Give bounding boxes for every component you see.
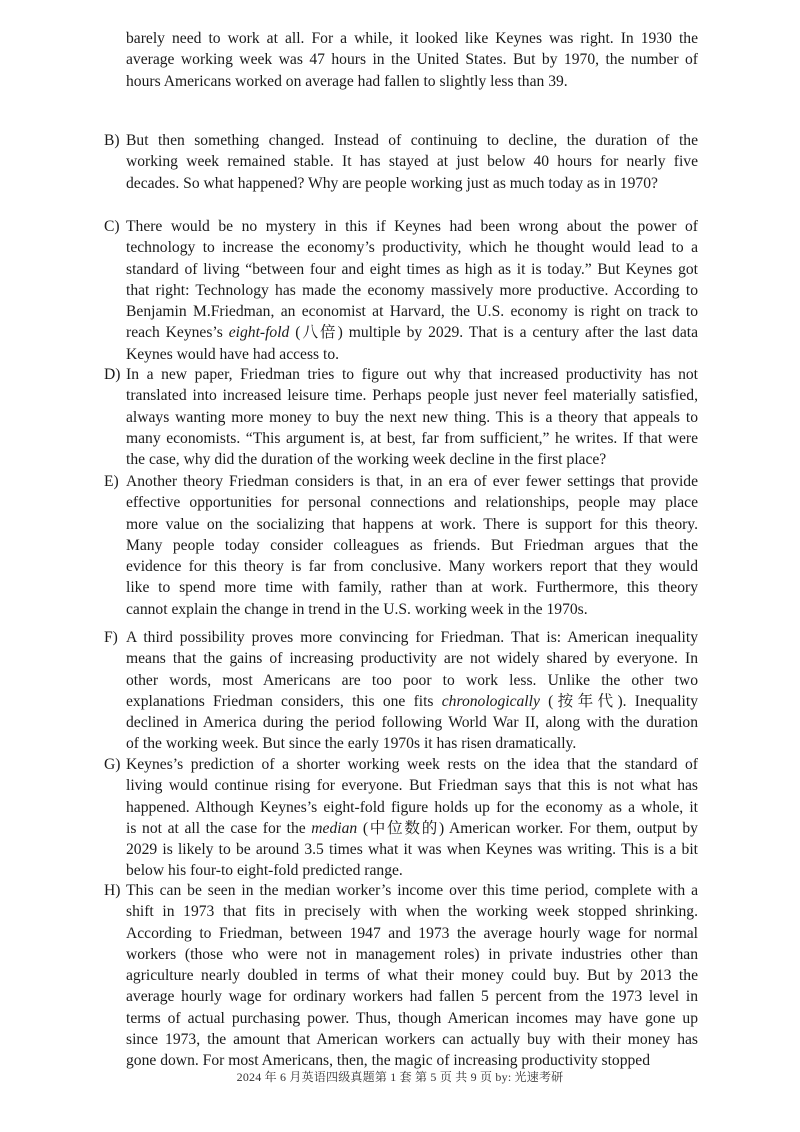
text-segment: (按年代). Inequality bbox=[539, 692, 698, 710]
text-segment: (八倍) multiple by 2029. That is a century after the last data bbox=[289, 324, 698, 342]
paragraph-body bbox=[126, 754, 698, 882]
text-line: Keynes’s prediction of a shorter working week rests on the idea that the standard of bbox=[126, 756, 698, 773]
text-line: the case, why did the duration of the working week decline in the first place? bbox=[126, 451, 607, 469]
paragraph-e bbox=[104, 471, 698, 620]
text-line: effective opportunities for personal connections and relationships, people may place bbox=[126, 494, 698, 512]
text-line: Keynes would have had access to. bbox=[126, 345, 340, 363]
page-footer: 2024 年 6 月英语四级真题第 1 套 第 5 页 共 9 页 by: 光速考研 bbox=[236, 1070, 564, 1084]
paragraph-body bbox=[126, 130, 698, 194]
paragraph-c bbox=[104, 216, 698, 365]
text-line: Benjamin M.Friedman, an economist at Harvard, the U.S. economy is right on track to bbox=[126, 303, 698, 321]
text-line: working week remained stable. It has stayed at just below 40 hours for nearly five bbox=[126, 153, 698, 171]
text-line: According to Friedman, between 1947 and 1973 the average hourly wage for normal bbox=[126, 924, 698, 942]
text-line: Another theory Friedman considers is that, in an era of ever fewer settings that provide bbox=[126, 473, 698, 490]
paragraph-h bbox=[104, 880, 698, 1072]
text-line: living would continue rising for everyone. But Friedman says that this is not what has bbox=[126, 777, 698, 795]
paragraph-body bbox=[126, 364, 698, 470]
text-line: other words, most Americans are too poor to work less. Unlike the other two bbox=[126, 671, 698, 689]
text-line: of the working week. But since the early 1970s it has risen dramatically. bbox=[126, 735, 577, 753]
paragraph-body bbox=[126, 471, 698, 620]
text-line: declined in America during the period following World War II, along with the duration bbox=[126, 714, 698, 732]
paragraph-label: E) bbox=[104, 473, 119, 490]
text-line: happened. Although Keynes’s eight-fold figure holds up for the economy as a whole, it bbox=[126, 798, 698, 816]
text-line: Many people today consider colleagues as friends. But Friedman argues that the bbox=[126, 536, 698, 554]
text-line: shift in 1973 that fits in precisely with when the working week stopped shrinking. bbox=[126, 903, 698, 921]
paragraph-label: D) bbox=[104, 366, 121, 383]
text-line: technology to increase the economy’s productivity, which he thought would lead to a bbox=[126, 239, 698, 257]
text-line bbox=[126, 322, 698, 343]
text-line: below his four-to eight-fold predicted range. bbox=[126, 862, 403, 880]
text-line: terms of actual purchasing power. Thus, though American incomes may have gone up bbox=[126, 1009, 698, 1027]
paragraph-a-continuation bbox=[126, 28, 698, 92]
paragraph-body bbox=[126, 880, 698, 1072]
paragraph-label: G) bbox=[104, 756, 121, 773]
paragraph-body bbox=[126, 627, 698, 755]
text-line: In a new paper, Friedman tries to figure out why that increased productivity has not bbox=[126, 366, 698, 383]
text-line: workers (those who were not in management roles) in private industries other than bbox=[126, 945, 698, 963]
text-line: cannot explain the change in trend in the U.S. working week in the 1970s. bbox=[126, 600, 588, 618]
text-line: always wanting more money to buy the next new thing. This is a theory that appeals to bbox=[126, 408, 698, 426]
italic-term: eight-fold bbox=[228, 324, 290, 342]
text-line: There would be no mystery in this if Keynes had been wrong about the power of bbox=[126, 218, 698, 235]
text-line: average hourly wage for ordinary workers had fallen 5 percent from the 1973 level in bbox=[126, 988, 698, 1006]
text-line: 2029 is likely to be around 3.5 times what it was when Keynes was writing. This is a bit bbox=[126, 841, 698, 859]
text-line: agriculture nearly doubled in terms of what their money could buy. But by 2013 the bbox=[126, 967, 698, 985]
text-line: decades. So what happened? Why are people working just as much today as in 1970? bbox=[126, 174, 658, 192]
text-line: more value on the socializing that happens at work. There is support for this theory. bbox=[126, 515, 698, 533]
italic-term: chronologically bbox=[441, 692, 540, 710]
text-line: standard of living “between four and eight times as high as it is today.” But Keynes got bbox=[126, 260, 698, 278]
text-line: barely need to work at all. For a while, it looked like Keynes was right. In 1930 the bbox=[126, 30, 698, 47]
text-segment: is not at all the case for the bbox=[126, 819, 312, 837]
text-line: average working week was 47 hours in the United States. But by 1970, the number of bbox=[126, 51, 698, 69]
text-line: evidence for this theory is far from conclusive. Many workers report that they would bbox=[126, 558, 698, 576]
paragraph-label: H) bbox=[104, 882, 121, 899]
paragraph-label: F) bbox=[104, 629, 118, 646]
text-line: This can be seen in the median worker’s income over this time period, complete with a bbox=[126, 882, 698, 899]
text-line: hours Americans worked on average had fallen to slightly less than 39. bbox=[126, 72, 568, 90]
text-line: like to spend more time with family, rather than at work. Furthermore, this theory bbox=[126, 579, 698, 597]
text-line: But then something changed. Instead of continuing to decline, the duration of the bbox=[126, 132, 698, 149]
paragraph-b bbox=[104, 130, 698, 194]
text-segment: reach Keynes’s bbox=[126, 324, 229, 342]
paragraph-body bbox=[126, 216, 698, 365]
text-line bbox=[126, 818, 698, 839]
text-line bbox=[126, 691, 698, 712]
paragraph-d bbox=[104, 364, 698, 470]
text-line: since 1973, the amount that American workers can actually buy with their money has bbox=[126, 1031, 698, 1049]
paragraph-label: B) bbox=[104, 132, 120, 149]
text-segment: (中位数的) American worker. For them, output by bbox=[357, 819, 698, 837]
text-line: means that the gains of increasing productivity are not widely shared by everyone. In bbox=[126, 650, 698, 668]
paragraph-g bbox=[104, 754, 698, 882]
text-line: A third possibility proves more convincing for Friedman. That is: American inequality bbox=[126, 629, 698, 646]
text-line: that right: Technology has made the economy massively more productive. According to bbox=[126, 281, 698, 299]
text-line: many economists. “This argument is, at best, far from sufficient,” he writes. If that were bbox=[126, 429, 698, 447]
paragraph-label: C) bbox=[104, 218, 120, 235]
text-line: translated into increased leisure time. Perhaps people just never feel materially satisfied, bbox=[126, 387, 698, 405]
italic-term: median bbox=[311, 819, 358, 837]
text-segment: explanations Friedman considers, this one fits bbox=[126, 692, 442, 710]
paragraph-f bbox=[104, 627, 698, 755]
text-line: gone down. For most Americans, then, the magic of increasing productivity stopped bbox=[126, 1052, 651, 1070]
